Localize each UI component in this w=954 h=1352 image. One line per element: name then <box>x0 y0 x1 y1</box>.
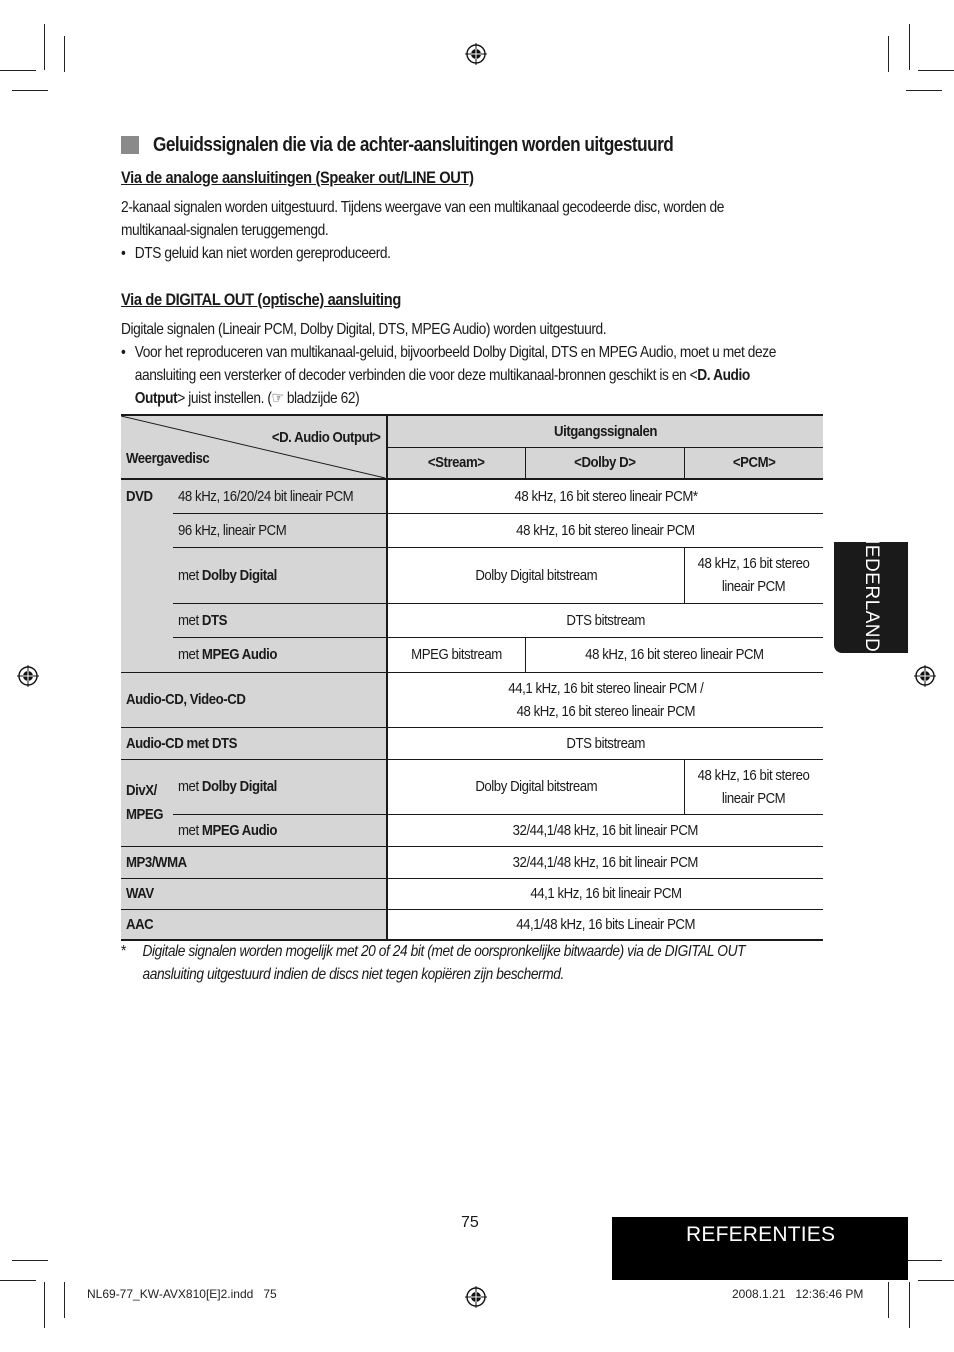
analog-line: 2-kanaal signalen worden uitgestuurd. Tijdens weergave van een multikanaal gecodeerde disc, worden de <box>121 199 724 216</box>
disc-sub-label: met DTS <box>173 603 387 637</box>
digital-bullet <box>121 341 776 410</box>
slug-timestamp: 2008.1.21 12:36:46 PM <box>732 1287 864 1301</box>
analog-text <box>121 196 724 242</box>
crop-mark <box>44 24 45 70</box>
disc-mp3-wma: MP3/WMA <box>121 846 387 878</box>
output-value: 44,1 kHz, 16 bit lineair PCM <box>387 878 823 909</box>
disc-divx: DivX/ MPEG <box>121 759 173 846</box>
section-square-icon <box>121 136 139 154</box>
disc-sub-label: 96 kHz, lineair PCM <box>173 513 387 547</box>
digital-text: Digitale signalen (Lineair PCM, Dolby Digital, DTS, MPEG Audio) worden uitgestuurd. <box>121 321 607 338</box>
output-value: 32/44,1/48 kHz, 16 bit lineair PCM <box>387 846 823 878</box>
crop-mark <box>12 90 48 91</box>
output-value: 32/44,1/48 kHz, 16 bit lineair PCM <box>387 814 823 846</box>
bullet-dot: • <box>121 245 126 262</box>
header-output: Uitgangssignalen <box>387 415 823 447</box>
crop-mark <box>909 1282 910 1328</box>
crop-mark <box>0 70 36 71</box>
crop-mark <box>918 70 954 71</box>
output-value: DTS bitstream <box>387 727 823 759</box>
header-corner-cell <box>121 415 387 479</box>
crop-mark <box>906 90 942 91</box>
output-value: 48 kHz, 16 bit stereo lineair PCM <box>526 637 823 672</box>
disc-sub-label: met Dolby Digital <box>173 759 387 814</box>
output-value: 48 kHz, 16 bit stereo lineair PCM <box>387 513 823 547</box>
registration-mark-icon <box>17 665 39 687</box>
output-value: DTS bitstream <box>387 603 823 637</box>
output-value: 48 kHz, 16 bit stereo lineair PCM <box>684 759 823 814</box>
digital-bullet-line1: Voor het reproduceren van multikanaal-geluid, bijvoorbeeld Dolby Digital, DTS en MPEG Audio, moet u met deze <box>134 344 776 361</box>
page-number: 75 <box>461 1214 479 1231</box>
crop-mark <box>0 1280 36 1281</box>
setting-name: D. Audio <box>697 367 750 384</box>
slug-file: NL69-77_KW-AVX810[E]2.indd 75 <box>87 1287 277 1301</box>
diagonal-line <box>121 416 385 478</box>
footnote-line: aansluiting uitgestuurd indien de discs niet tegen kopiëren zijn beschermd. <box>142 966 564 983</box>
crop-mark <box>909 24 910 70</box>
crop-mark <box>12 1260 48 1261</box>
crop-mark <box>888 1282 889 1318</box>
crop-mark <box>44 1282 45 1328</box>
disc-audio-cd: Audio-CD, Video-CD <box>121 672 387 727</box>
output-value: Dolby Digital bitstream <box>387 547 684 603</box>
disc-sub-label: met MPEG Audio <box>173 814 387 846</box>
analog-bullet-text: DTS geluid kan niet worden gereproduceerd. <box>134 245 391 262</box>
output-value: 48 kHz, 16 bit stereo lineair PCM* <box>387 479 823 513</box>
registration-mark-icon <box>465 43 487 65</box>
crop-mark <box>906 1260 942 1261</box>
language-tab-label: NEDERLANDS <box>861 530 882 666</box>
output-value: 44,1 kHz, 16 bit stereo lineair PCM / 48 kHz, 16 bit stereo lineair PCM <box>387 672 823 727</box>
crop-mark <box>64 1282 65 1318</box>
disc-sub-label: 48 kHz, 16/20/24 bit lineair PCM <box>173 479 387 513</box>
registration-mark-icon <box>465 1286 487 1308</box>
output-value: MPEG bitstream <box>387 637 526 672</box>
section-footer-box <box>612 1217 908 1280</box>
col-stream: <Stream> <box>387 447 526 479</box>
col-pcm: <PCM> <box>684 447 823 479</box>
disc-audio-cd-dts: Audio-CD met DTS <box>121 727 387 759</box>
section-footer-label: REFERENTIES <box>686 1223 836 1246</box>
digital-heading: Via de DIGITAL OUT (optische) aansluiting <box>121 290 401 309</box>
header-setting: <D. Audio Output> <box>271 429 381 446</box>
crop-mark <box>888 36 889 72</box>
disc-sub-label: met Dolby Digital <box>173 547 387 603</box>
col-dolby: <Dolby D> <box>526 447 684 479</box>
disc-wav: WAV <box>121 878 387 909</box>
output-value: 48 kHz, 16 bit stereo lineair PCM <box>684 547 823 603</box>
analog-heading: Via de analoge aansluitingen (Speaker out/LINE OUT) <box>121 168 474 187</box>
output-value: 44,1/48 kHz, 16 bits Lineair PCM <box>387 909 823 940</box>
header-disc: Weergavedisc <box>126 450 210 467</box>
analog-bullet <box>121 242 391 265</box>
footnote-line: Digitale signalen worden mogelijk met 20 of 24 bit (met de oorspronkelijke bitwaarde) via de DIGITAL OUT <box>142 943 746 960</box>
disc-dvd: DVD <box>121 479 173 672</box>
setting-name: Output <box>134 390 178 407</box>
crop-mark <box>918 1280 954 1281</box>
crop-mark <box>64 36 65 72</box>
disc-sub-label: met MPEG Audio <box>173 637 387 672</box>
disc-aac: AAC <box>121 909 387 940</box>
digital-bullet-line3: > juist instellen. (☞ bladzijde 62) <box>177 390 360 407</box>
audio-output-table <box>121 414 823 941</box>
digital-bullet-line2: aansluiting een versterker of decoder verbinden die voor deze multikanaal-bronnen geschikt is en < <box>134 367 698 384</box>
output-value: Dolby Digital bitstream <box>387 759 684 814</box>
footnote-mark: * <box>121 943 126 960</box>
footnote <box>121 940 745 986</box>
registration-mark-icon <box>914 665 936 687</box>
language-tab <box>834 530 908 666</box>
bullet-dot: • <box>121 344 126 361</box>
analog-line: multikanaal-signalen teruggemengd. <box>121 222 329 239</box>
section-title: Geluidssignalen die via de achter-aansluitingen worden uitgestuurd <box>153 134 674 156</box>
